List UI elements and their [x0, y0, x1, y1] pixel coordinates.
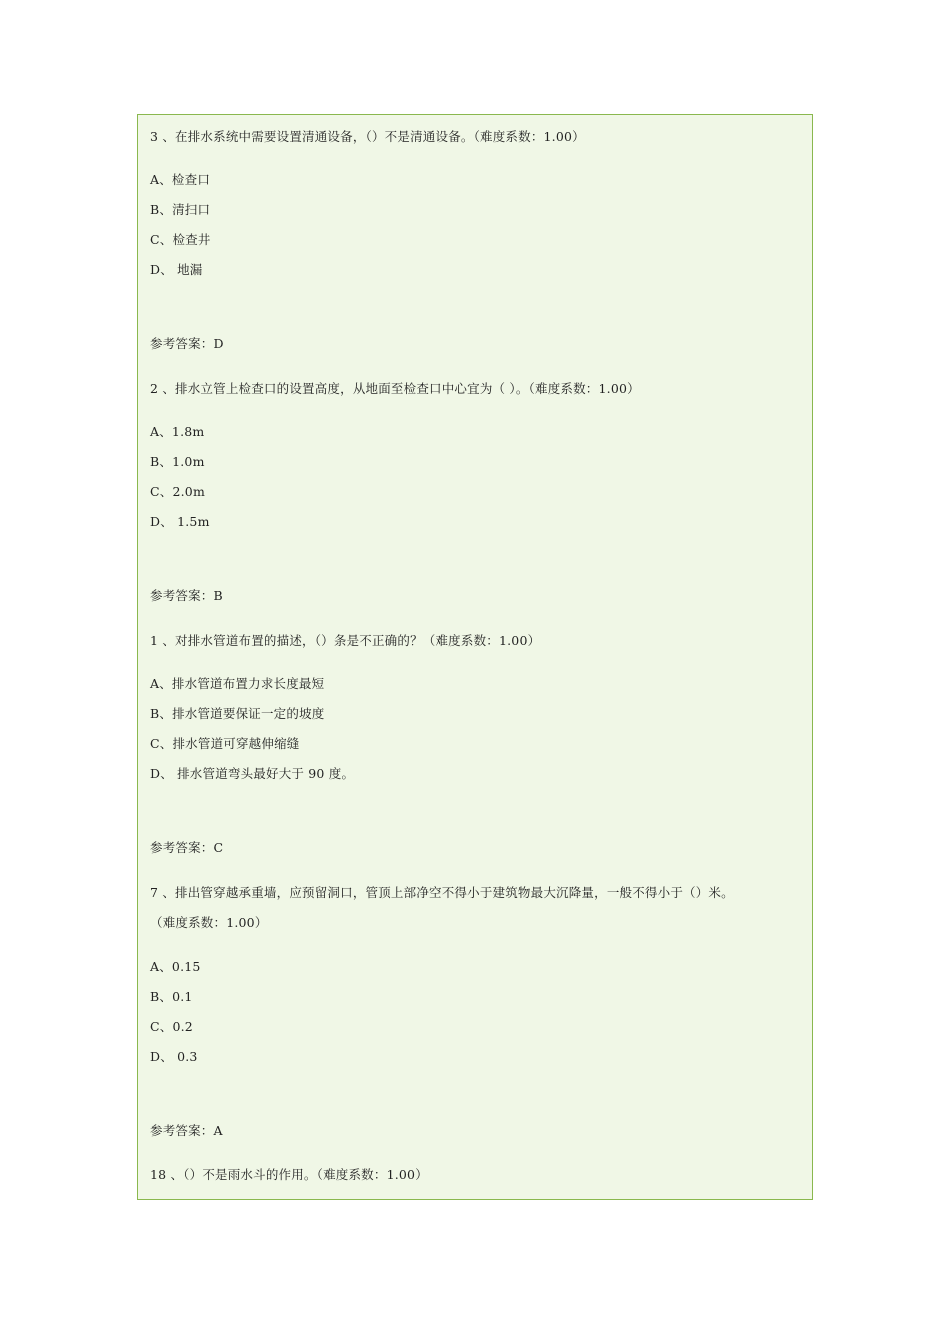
reference-answer: 参考答案：B [150, 588, 223, 603]
option-d: D、 1.5m [150, 514, 210, 529]
option-b: B、1.0m [150, 454, 205, 469]
option-d: D、 0.3 [150, 1049, 198, 1064]
option-a: A、检查口 [150, 172, 211, 187]
reference-answer: 参考答案：C [150, 840, 224, 855]
option-c: C、2.0m [150, 484, 205, 499]
option-b: B、排水管道要保证一定的坡度 [150, 706, 325, 721]
reference-answer: 参考答案：D [150, 336, 224, 351]
option-b: B、清扫口 [150, 202, 211, 217]
question-stem: 18 、（）不是雨水斗的作用。（难度系数：1.00） [150, 1167, 428, 1182]
option-b: B、0.1 [150, 989, 193, 1004]
option-d: D、 排水管道弯头最好大于 90 度。 [150, 766, 355, 781]
reference-answer: 参考答案：A [150, 1123, 223, 1138]
question-stem: 7 、排出管穿越承重墙，应预留洞口，管顶上部净空不得小于建筑物最大沉降量，一般不得小于（）米。 [150, 885, 734, 900]
option-c: C、检查井 [150, 232, 211, 247]
option-d: D、 地漏 [150, 262, 203, 277]
question-stem-continued: （难度系数：1.00） [150, 915, 268, 930]
option-a: A、排水管道布置力求长度最短 [150, 676, 325, 691]
option-a: A、0.15 [150, 959, 201, 974]
question-panel [137, 114, 813, 1200]
question-stem: 1 、对排水管道布置的描述，（）条是不正确的？（难度系数：1.00） [150, 633, 541, 648]
option-c: C、排水管道可穿越伸缩缝 [150, 736, 300, 751]
option-c: C、0.2 [150, 1019, 193, 1034]
question-stem: 3 、在排水系统中需要设置清通设备，（）不是清通设备。（难度系数：1.00） [150, 129, 585, 144]
question-stem: 2 、排水立管上检查口的设置高度，从地面至检查口中心宜为（ ）。（难度系数：1.00） [150, 381, 640, 396]
option-a: A、1.8m [150, 424, 205, 439]
